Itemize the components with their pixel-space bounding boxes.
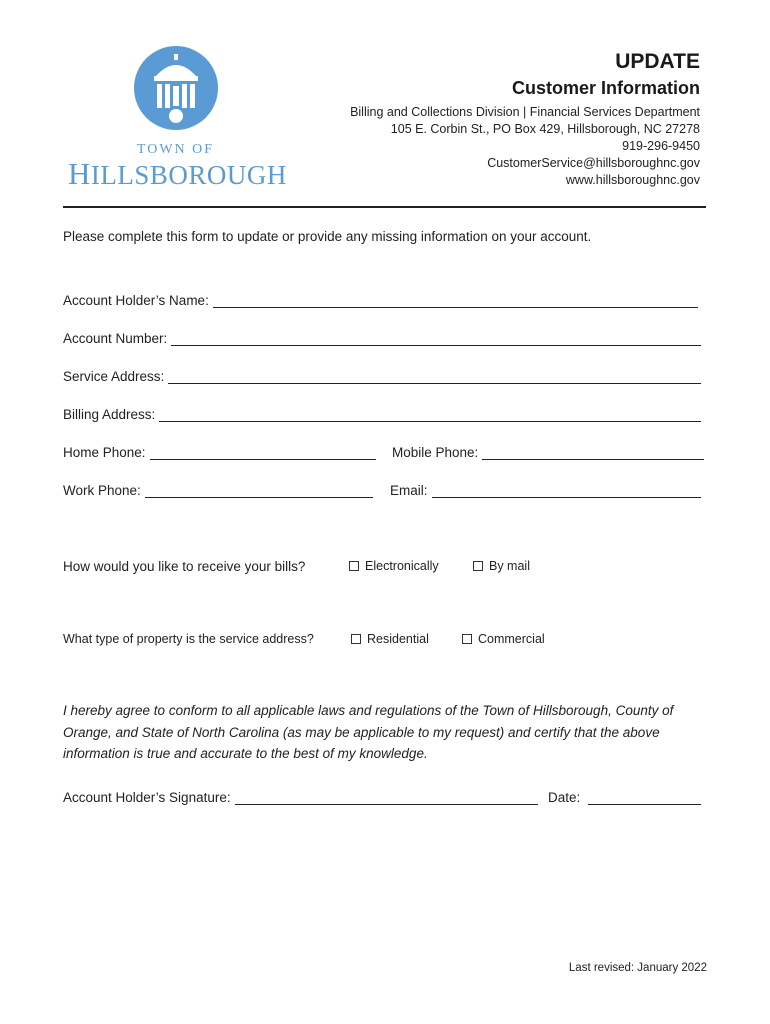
option-by-mail-label: By mail (489, 559, 530, 573)
option-residential-label: Residential (367, 632, 429, 646)
mobile-phone-label: Mobile Phone: (392, 445, 479, 460)
website-line: www.hillsboroughnc.gov (565, 173, 700, 187)
holder-name-label: Account Holder’s Name: (63, 293, 209, 308)
signature-line[interactable] (235, 790, 538, 805)
logo-name-rest: ILLSBOROUGH (90, 160, 287, 190)
billing-address-label: Billing Address: (63, 407, 156, 422)
account-number-label: Account Number: (63, 331, 168, 346)
mobile-phone-field[interactable] (392, 445, 704, 460)
email-line: CustomerService@hillsboroughnc.gov (487, 156, 700, 170)
phone-line: 919-296-9450 (622, 139, 700, 153)
date-label: Date: (548, 790, 581, 805)
option-electronically-label: Electronically (365, 559, 439, 573)
last-revised: Last revised: January 2022 (568, 962, 707, 974)
email-line[interactable] (432, 483, 701, 498)
holder-name-field[interactable] (63, 293, 698, 308)
town-logo (68, 46, 287, 191)
logo-name-initial: H (68, 156, 91, 191)
option-electronically[interactable] (349, 559, 439, 573)
account-number-line[interactable] (171, 331, 701, 346)
courthouse-cupola-icon (134, 46, 218, 130)
date-field[interactable] (548, 790, 701, 805)
checkbox-icon[interactable] (351, 634, 361, 644)
checkbox-icon[interactable] (349, 561, 359, 571)
option-residential[interactable] (351, 632, 429, 646)
bills-question: How would you like to receive your bills? (63, 559, 306, 574)
billing-address-line[interactable] (159, 407, 701, 422)
work-phone-label: Work Phone: (63, 483, 141, 498)
division-line: Billing and Collections Division | Financial Services Department (350, 105, 700, 119)
work-phone-field[interactable] (63, 483, 373, 498)
signature-field[interactable] (63, 790, 538, 805)
option-commercial[interactable] (462, 632, 545, 646)
header-divider (63, 206, 706, 208)
logo-town-name (68, 156, 287, 192)
checkbox-icon[interactable] (473, 561, 483, 571)
holder-name-line[interactable] (213, 293, 698, 308)
signature-label: Account Holder’s Signature: (63, 790, 231, 805)
home-phone-label: Home Phone: (63, 445, 146, 460)
billing-address-field[interactable] (63, 407, 701, 422)
address-line: 105 E. Corbin St., PO Box 429, Hillsborough, NC 27278 (390, 122, 700, 136)
logo-town-of: TOWN OF (136, 142, 215, 157)
service-address-field[interactable] (63, 369, 701, 384)
mobile-phone-line[interactable] (482, 445, 704, 460)
service-address-line[interactable] (168, 369, 701, 384)
home-phone-field[interactable] (63, 445, 376, 460)
option-commercial-label: Commercial (478, 632, 545, 646)
form-subtitle: Customer Information (511, 78, 700, 98)
home-phone-line[interactable] (150, 445, 376, 460)
work-phone-line[interactable] (145, 483, 373, 498)
date-line[interactable] (588, 790, 701, 805)
agreement-text: I hereby agree to conform to all applicable laws and regulations of the Town of Hillsborough, County of Orange, and State of North Carolina (as may be applicable to my request) and certify that the above information is true and accurate to the best of my knowledge. (63, 703, 674, 761)
option-by-mail[interactable] (473, 559, 530, 573)
property-question: What type of property is the service address? (63, 632, 314, 646)
account-number-field[interactable] (63, 331, 701, 346)
email-label: Email: (390, 483, 428, 498)
intro-text: Please complete this form to update or provide any missing information on your account. (63, 229, 592, 244)
checkbox-icon[interactable] (462, 634, 472, 644)
form-title: UPDATE (615, 50, 700, 73)
email-field[interactable] (390, 483, 701, 498)
service-address-label: Service Address: (63, 369, 165, 384)
